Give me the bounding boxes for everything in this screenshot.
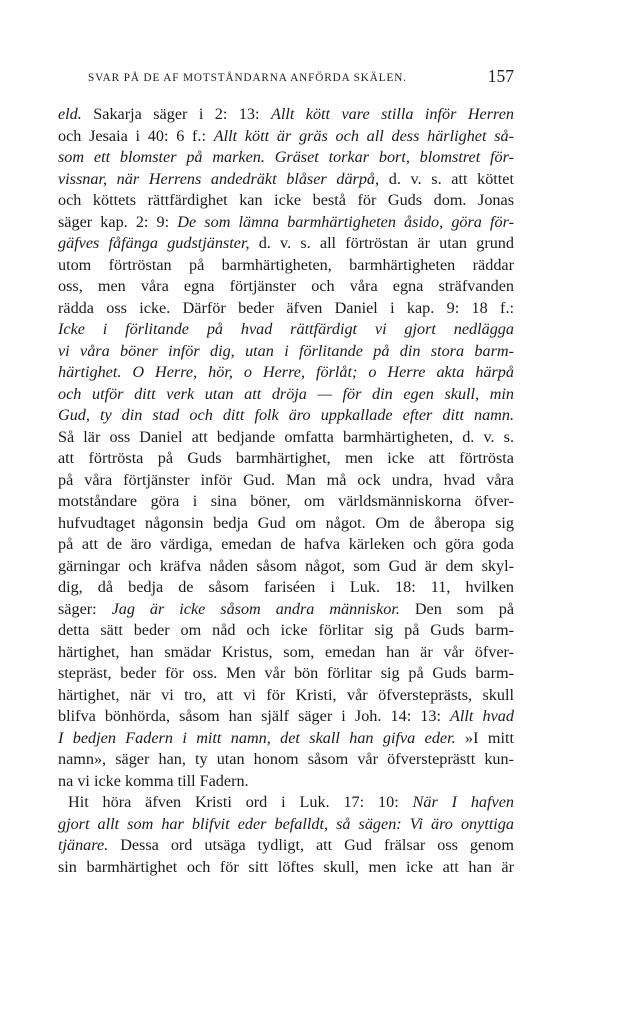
text-line [58,534,514,556]
text-line [58,706,514,728]
roman-text: säger: [58,599,112,618]
italic-text: tjänare. [58,836,109,854]
roman-text: Den som på [399,599,514,618]
italic-text: Allt kött vare stilla inför Herren [270,105,514,123]
text-line [58,771,514,793]
text-line [58,190,514,212]
italic-text: eld. [58,105,82,123]
italic-text: Jag är icke såsom andra människor. [111,599,400,618]
text-line [58,169,514,191]
text-line [58,319,514,341]
text-line [58,642,514,664]
text-line [58,427,514,449]
roman-text: att förtrösta på Guds barmhärtighet, men icke att förtrösta [58,449,514,467]
roman-text: Dessa ord utsäga tydligt, att Gud frälsar oss genom [108,836,514,854]
text-line [58,792,514,814]
roman-text: och köttets rättfärdighet kan icke bestå för Guds dom. Jonas [58,191,514,209]
italic-text: Allt hvad [450,707,514,725]
roman-text: på våra förtjänster inför Gud. Man må ock undra, hvad våra [58,470,514,489]
text-line [58,599,514,621]
roman-text: na vi icke komma till Fadern. [58,771,249,790]
text-line [58,749,514,771]
text-line [58,685,514,707]
text-line [58,663,514,685]
text-line [58,341,514,363]
roman-text: sin barmhärtighet och för sitt löftes skull, men icke att han är [58,857,514,876]
italic-text: gjort allt som har blifvit eder befalldt, så sägen: Vi äro onyttiga [58,814,514,833]
text-line [58,384,514,406]
roman-text: gärningar och kräfva nåden såsom något, som Gud är dem skyl- [58,556,514,575]
italic-text: De som lämna barmhärtigheten åsido, göra för- [177,212,514,231]
italic-text: I bedjen Fadern i mitt namn, det skall han gifva eder. [58,728,456,747]
page-number: 157 [487,66,514,86]
italic-text: härtighet. O Herre, hör, o Herre, förlåt; o Herre akta härpå [58,363,514,381]
roman-text: Så lär oss Daniel att bedjande omfatta barmhärtigheten, d. v. s. [58,427,514,446]
roman-text: rädda oss icke. Därför beder äfven Daniel i kap. 9: 18 f.: [58,298,514,317]
text-line [58,620,514,642]
roman-text: Hit höra äfven Kristi ord i Luk. 17: 10: [68,793,413,811]
text-line [58,857,514,879]
italic-text: och utför ditt verk utan att dröja — för din egen skull, min [58,384,514,403]
roman-text: utom förtröstan på barmhärtigheten, barmhärtigheten räddar [58,255,514,274]
text-line [58,513,514,535]
text-line [58,728,514,750]
text-line [58,448,514,470]
italic-text: När I hafven [412,793,514,811]
text-line [58,276,514,298]
text-line [58,556,514,578]
italic-text: gäfves fåfänga gudstjänster, [58,234,250,252]
text-line [58,126,514,148]
roman-text: stepräst, beder för oss. Men vår bön förlitar sig på Guds barm- [58,664,514,682]
roman-text: d. v. s. all förtröstan är utan grund [249,234,514,252]
italic-text: vi våra böner inför dig, utan i förlitande på din stora barm- [58,341,514,360]
roman-text: blifva bönhörda, såsom han själf säger i Joh. 14: 13: [58,707,451,725]
roman-text: dig, då bedja de såsom fariséen i Luk. 18: 11, hvilken [58,578,514,596]
roman-text: säger kap. 2: 9: [58,212,178,231]
italic-text: som ett blomster på marken. Gräset torkar bort, blomstret för- [58,148,514,166]
italic-text: Allt kött är gräs och all dess härlighet så- [213,126,514,145]
roman-text: detta sätt beder om nåd och icke förlitar sig på Guds barm- [58,621,514,639]
text-line [58,147,514,169]
text-line [58,835,514,857]
roman-text: d. v. s. att köttet [379,169,514,188]
text-line [58,298,514,320]
roman-text: namn», säger han, ty utan honom såsom vår öfversteprästt kun- [58,750,514,768]
running-title: SVAR PÅ DE AF MOTSTÅNDARNA ANFÖRDA SKÄLEN. [88,72,407,84]
text-line [58,104,514,126]
running-head [58,66,514,88]
text-line [58,255,514,277]
italic-text: vissnar, när Herrens andedräkt blåser därpå, [58,169,380,188]
text-line [58,814,514,836]
roman-text: oss, men våra egna förtjänster och våra egna sträfvanden [58,277,514,295]
roman-text: »I mitt [455,728,514,747]
text-line [58,212,514,234]
roman-text: Sakarja säger i 2: 13: [81,105,271,123]
roman-text: hufvudtaget någonsin bedja Gud om något. Om de åberopa sig [58,513,514,532]
roman-text: och Jesaia i 40: 6 f.: [58,126,214,145]
italic-text: Gud, ty din stad och ditt folk äro uppkallade efter ditt namn. [58,406,514,424]
text-line [58,491,514,513]
text-line [58,233,514,255]
text-line [58,470,514,492]
roman-text: härtighet, han smädar Kristus, som, emedan han är vår öfver- [58,642,514,661]
italic-text: Icke i förlitande på hvad rättfärdigt vi gjort nedlägga [58,320,514,338]
text-line [58,362,514,384]
text-line [58,577,514,599]
roman-text: motståndare göra i sina böner, om världsmänniskorna öfver- [58,492,514,510]
roman-text: på att de äro värdiga, emedan de hafva kärleken och göra goda [58,535,514,553]
text-line [58,405,514,427]
body-text [58,104,514,878]
roman-text: härtighet, när vi tro, att vi för Kristi, vår öfversteprästs, skull [58,685,514,704]
